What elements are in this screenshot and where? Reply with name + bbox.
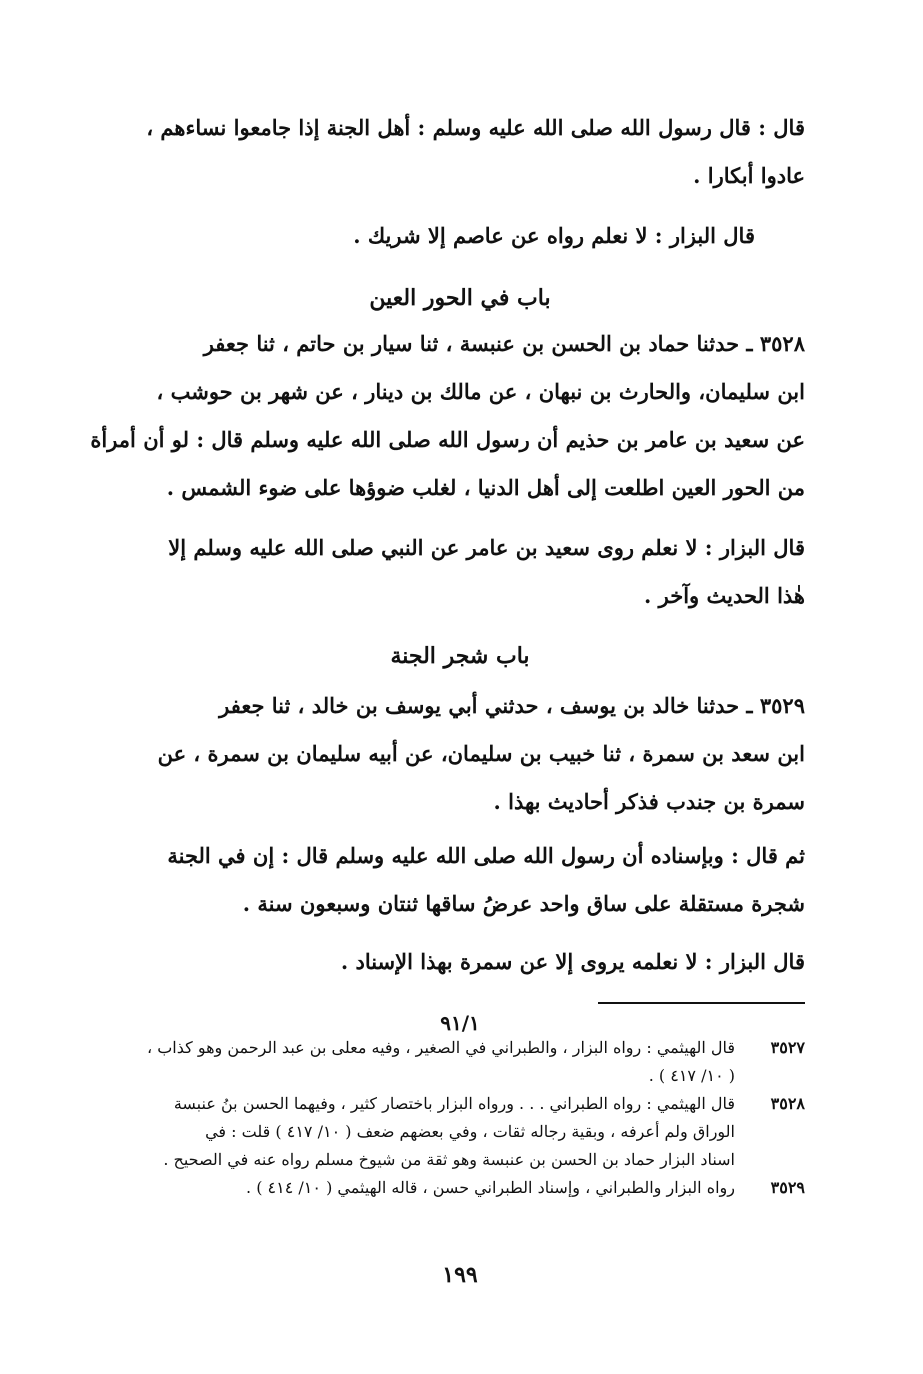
text-line: قال البزار : لا نعلم روى سعيد بن عامر عن النبي صلى الله عليه وسلم إلا [168, 535, 805, 560]
text-line: عادوا أبكارا . [693, 163, 805, 188]
paragraph-hadith-3527-end [115, 104, 805, 200]
text-line: ٣٥٢٩ ـ حدثنا خالد بن يوسف ، حدثني أبي يوسف بن خالد ، ثنا جعفر [219, 693, 805, 718]
paragraph-bazzar-comment-2 [115, 524, 805, 620]
footnote-text [115, 1034, 735, 1090]
footnote-text [115, 1090, 735, 1174]
footnote-3527 [115, 1034, 805, 1090]
paragraph-hadith-3529 [115, 682, 805, 826]
text-line: سمرة بن جندب فذكر أحاديث بهذا . [493, 789, 805, 814]
footnote-number: ٣٥٢٧ [770, 1038, 805, 1057]
footnote-number: ٣٥٢٨ [770, 1094, 805, 1113]
text-line: شجرة مستقلة على ساق واحد عرضُ ساقها ثنتان وسبعون سنة . [242, 891, 805, 916]
text-line: قال البزار : لا نعلم رواه عن عاصم إلا شريك . [353, 223, 755, 248]
footnote-number: ٣٥٢٩ [770, 1178, 805, 1197]
footnote-line: قال الهيثمي : رواه الطبراني . . . ورواه البزار باختصار كثير ، وفيهما الحسن بنُ عنبسة [173, 1094, 735, 1113]
text-line: من الحور العين اطلعت إلى أهل الدنيا ، لغلب ضوؤها على ضوء الشمس . [166, 475, 805, 500]
text-line: ٣٥٢٨ ـ حدثنا حماد بن الحسن بن عنبسة ، ثنا سيار بن حاتم ، ثنا جعفر [203, 331, 805, 356]
footnote-line: اسناد البزار حماد بن الحسن بن عنبسة وهو ثقة من شيوخ مسلم رواه عنه في الصحيح . [163, 1150, 735, 1169]
footnote-separator [598, 1002, 805, 1004]
text-line: ابن سعد بن سمرة ، ثنا خبيب بن سليمان، عن أبيه سليمان بن سمرة ، عن [157, 741, 805, 766]
paragraph-bazzar-comment-1 [115, 212, 755, 260]
paragraph-hadith-3529-text [115, 832, 805, 928]
footnote-line: ( ١٠/ ٤١٧ ) . [648, 1066, 735, 1085]
footnote-text [115, 1174, 735, 1202]
footnote-code: ٩١/١ [440, 1011, 480, 1035]
text-line: ابن سليمان، والحارث بن نبهان ، عن مالك بن دينار ، عن شهر بن حوشب ، [156, 379, 805, 404]
paragraph-bazzar-comment-3 [115, 938, 805, 986]
section-heading-hur-al-ayn: باب في الحور العين [369, 285, 551, 311]
footnote-line: قال الهيثمي : رواه البزار ، والطبراني في الصغير ، وفيه معلى بن عبد الرحمن وهو كذاب ، [146, 1038, 735, 1057]
paragraph-hadith-3528 [90, 320, 805, 512]
footnote-3528 [115, 1090, 805, 1174]
footnotes [115, 1034, 805, 1202]
text-line: ثم قال : وبإسناده أن رسول الله صلى الله عليه وسلم قال : إن في الجنة [167, 843, 805, 868]
text-line: عن سعيد بن عامر بن حذيم أن رسول الله صلى الله عليه وسلم قال : لو أن أمرأة [90, 427, 805, 452]
footnote-line: الوراق ولم أعرفه ، وبقية رجاله ثقات ، وفي بعضهم ضعف ( ١٠/ ٤١٧ ) قلت : في [205, 1122, 735, 1141]
text-line: قال : قال رسول الله صلى الله عليه وسلم : أهل الجنة إذا جامعوا نساءهم ، [146, 115, 805, 140]
text-line: هٰذا الحديث وآخر . [644, 583, 805, 608]
section-heading-trees-of-paradise: باب شجر الجنة [390, 643, 530, 669]
text-line: قال البزار : لا نعلمه يروى إلا عن سمرة بهذا الإسناد . [340, 949, 805, 974]
footnote-3529 [115, 1174, 805, 1202]
page-number: ١٩٩ [442, 1262, 478, 1288]
footnote-line: رواه البزار والطبراني ، وإسناد الطبراني حسن ، قاله الهيثمي ( ١٠/ ٤١٤ ) . [246, 1178, 735, 1197]
